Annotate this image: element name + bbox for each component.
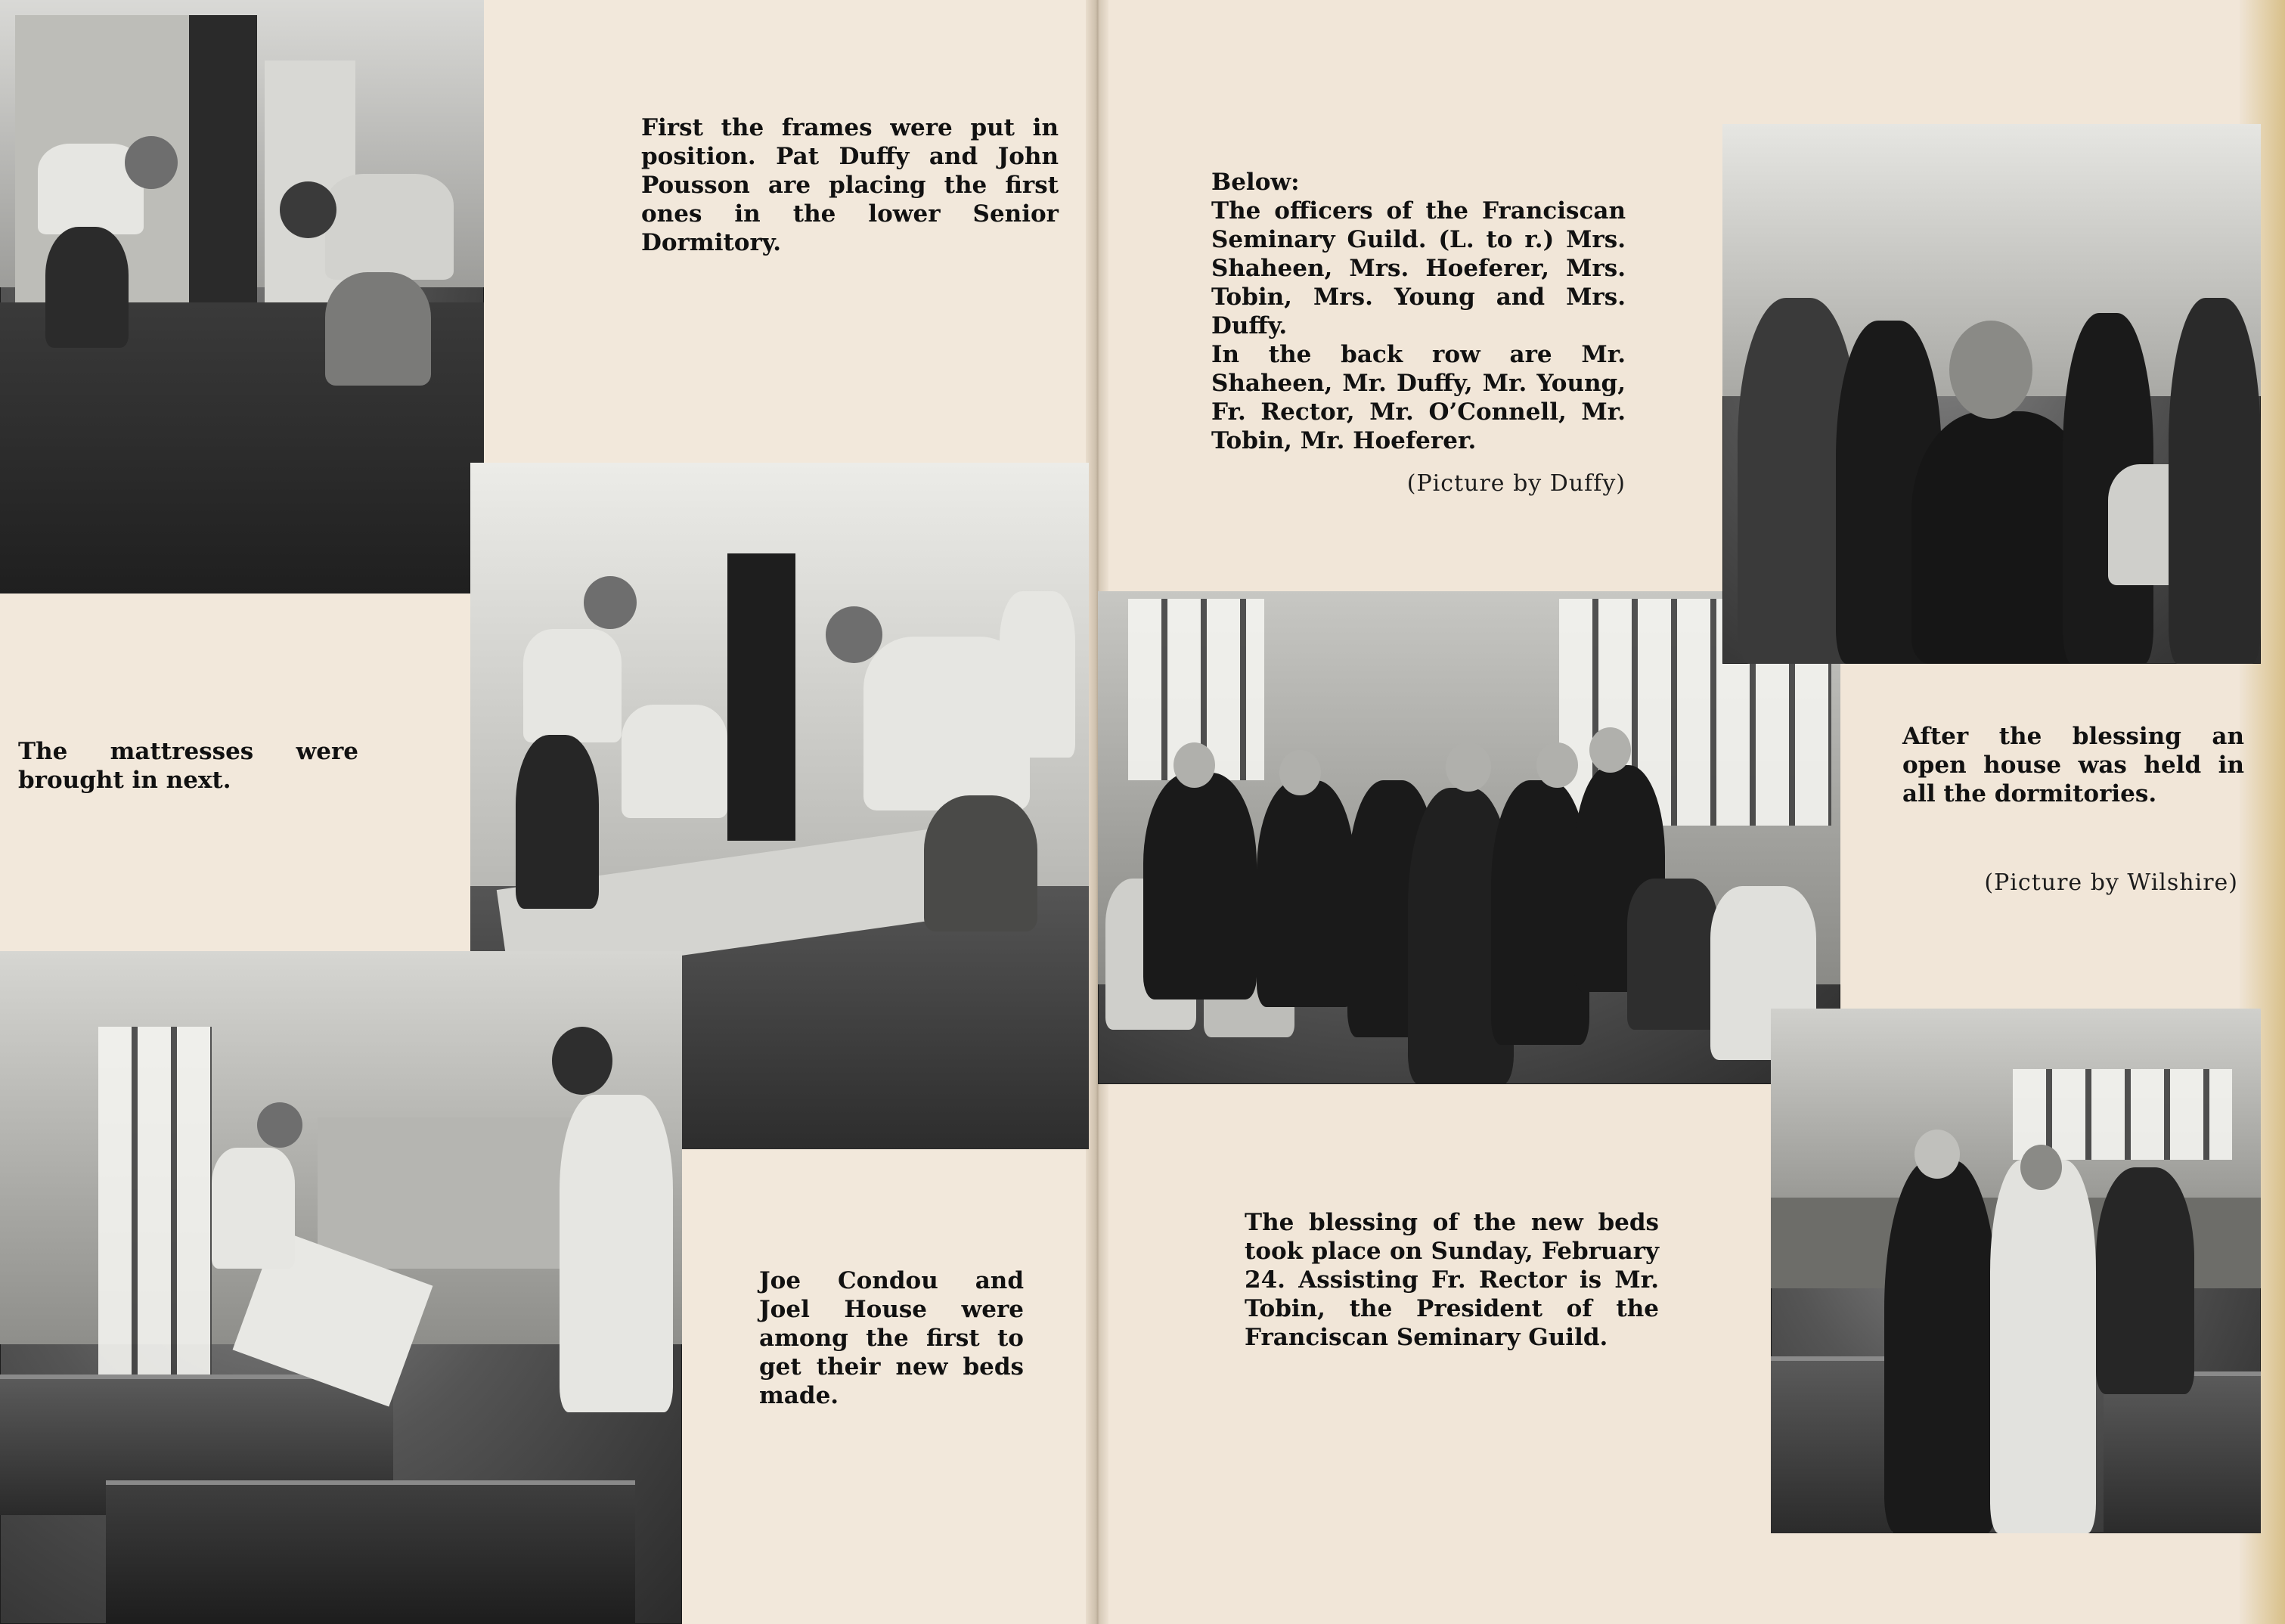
- caption-blessing: The blessing of the new beds took place on Sunday, February 24. Assisting Fr. Rector is Mr. Tobin, the President of the Franciscan Seminary Guild.: [1245, 1209, 1659, 1351]
- caption-open-house: After the blessing an open house was held in all the dormitories.: [1902, 723, 2244, 807]
- caption-guild-front: The officers of the Franciscan Seminary Guild. (L. to r.) Mrs. Shaheen, Mrs. Hoeferer, Mrs. Tobin, Mrs. Young and Mrs. Duffy.: [1211, 197, 1626, 339]
- credit-open-house-photo: (Picture by Wilshire): [1984, 869, 2238, 896]
- photo-beds-made: [0, 951, 682, 1624]
- caption-frames: First the frames were put in position. Pat Duffy and John Pousson are placing the first ones in the lower Senior Dormitory.: [641, 114, 1059, 256]
- photo-guild-officers: [1098, 591, 1840, 1084]
- caption-guild-back: In the back row are Mr. Shaheen, Mr. Duffy, Mr. Young, Fr. Rector, Mr. O’Connell, Mr. Tobin, Mr. Hoeferer.: [1211, 341, 1626, 454]
- credit-guild-photo: (Picture by Duffy): [1406, 470, 1626, 497]
- photo-open-house: [1722, 124, 2261, 664]
- caption-beds-made: Joe Condou and Joel House were among the first to get their new beds made.: [759, 1267, 1024, 1409]
- photo-placing-frames: [0, 0, 484, 594]
- caption-guild-heading: Below:: [1211, 169, 1300, 196]
- photo-blessing: [1771, 1009, 2261, 1533]
- caption-mattresses: The mattresses were brought in next.: [18, 738, 358, 794]
